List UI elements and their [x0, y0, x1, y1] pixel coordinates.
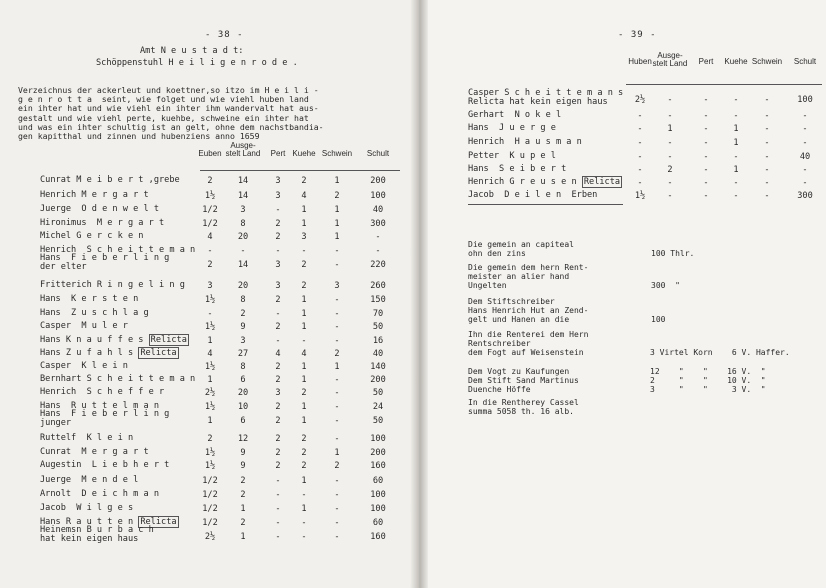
cell-pert: -: [703, 191, 709, 201]
relicta-box: Relicta: [140, 348, 177, 358]
cell-pert: 3: [275, 191, 281, 201]
cell-land: 2: [667, 165, 673, 175]
cell-pert: 2: [275, 448, 281, 458]
cell-land: 2: [240, 309, 246, 319]
row-name: Gerhart N o k e l: [468, 110, 562, 120]
cell-kuehe: 1: [301, 322, 307, 332]
payment-value: 3 Virtel Korn 6 V. Haffer.: [650, 348, 790, 357]
cell-land: 10: [237, 402, 249, 412]
cell-schult: 60: [372, 476, 384, 486]
column-header: Ausge- stelt Land: [225, 141, 261, 158]
row-name: Hans J u e r g e: [468, 123, 556, 133]
cell-schwein: -: [334, 518, 340, 528]
cell-huben: 1: [207, 375, 213, 385]
cell-land: 6: [240, 416, 246, 426]
cell-huben: 1: [207, 336, 213, 346]
cell-pert: 3: [275, 176, 281, 186]
cell-land: 9: [240, 448, 246, 458]
row-name: Hironimus M e r g a r t: [40, 218, 165, 228]
column-header: Schult: [793, 57, 817, 66]
cell-kuehe: 2: [301, 388, 307, 398]
cell-huben: -: [637, 152, 643, 162]
cell-schwein: -: [334, 504, 340, 514]
cell-pert: 3: [275, 260, 281, 270]
cell-huben: 3: [207, 281, 213, 291]
cell-schwein: 1: [334, 176, 340, 186]
column-header: Kuehe: [724, 57, 748, 66]
cell-kuehe: 1: [733, 124, 739, 134]
cell-pert: -: [275, 504, 281, 514]
cell-schult: 100: [797, 95, 813, 105]
cell-schult: 50: [372, 322, 384, 332]
cell-land: 9: [240, 322, 246, 332]
intro-line: g e n r o t t a seint, wie folget und wie viehl huben land: [18, 94, 309, 105]
row-name: Hans Z u f a h l s Relicta: [40, 348, 177, 358]
row-name: Juerge O d e n w e l t: [40, 204, 159, 214]
cell-schult: 220: [370, 260, 386, 270]
payment-value: 100 Thlr.: [651, 249, 695, 258]
cell-schult: 200: [370, 375, 386, 385]
cell-kuehe: -: [733, 111, 739, 121]
cell-pert: -: [703, 138, 709, 148]
cell-schwein: -: [764, 152, 770, 162]
cell-huben: 1/2: [202, 504, 218, 514]
cell-schult: 200: [370, 176, 386, 186]
relicta-box: Relicta: [140, 517, 177, 527]
cell-schwein: -: [764, 111, 770, 121]
cell-kuehe: 1: [733, 165, 739, 175]
cell-schult: -: [802, 165, 808, 175]
cell-land: 20: [237, 281, 249, 291]
cell-pert: -: [703, 152, 709, 162]
cell-pert: -: [703, 124, 709, 134]
row-name: Ruttelf K l e i n: [40, 433, 134, 443]
cell-schwein: -: [334, 246, 340, 256]
payment-text: Dem Vogt zu Kaufungen Dem Stift Sand Martinus Duenche Höffe: [468, 367, 579, 394]
cell-huben: -: [637, 111, 643, 121]
cell-schwein: 1: [334, 448, 340, 458]
row-name: Arnolt D e i c h m a n: [40, 489, 159, 499]
row-name: Augestin L i e b h e r t: [40, 460, 170, 470]
cell-pert: 3: [275, 281, 281, 291]
cell-schwein: -: [764, 165, 770, 175]
cell-land: -: [667, 191, 673, 201]
cell-pert: -: [275, 476, 281, 486]
cell-pert: 3: [275, 388, 281, 398]
cell-land: 1: [240, 504, 246, 514]
cell-kuehe: 1: [301, 375, 307, 385]
cell-huben: 1/2: [202, 490, 218, 500]
cell-schwein: 3: [334, 281, 340, 291]
table-rule: [468, 204, 623, 205]
cell-kuehe: 1: [301, 362, 307, 372]
column-header: Euben: [198, 149, 222, 158]
intro-line: und was ein ihter schultig ist an gelt, ohne dem nachstbandia-: [18, 121, 324, 132]
column-header: Kuehe: [292, 149, 316, 158]
right-page: [418, 0, 826, 588]
cell-schult: 24: [372, 402, 384, 412]
cell-pert: -: [275, 532, 281, 542]
cell-schult: 300: [370, 219, 386, 229]
payment-text: Die gemein dem hern Rent- meister an alier hand Ungelten: [468, 263, 589, 290]
cell-land: 3: [240, 336, 246, 346]
cell-schwein: -: [334, 375, 340, 385]
row-name: Hans F i e b e r l i n g junger: [40, 409, 170, 428]
row-name: Cunrat M e r g a r t: [40, 447, 149, 457]
cell-land: 8: [240, 362, 246, 372]
cell-schult: 70: [372, 309, 384, 319]
cell-huben: 1/2: [202, 205, 218, 215]
cell-schult: 60: [372, 518, 384, 528]
cell-kuehe: 4: [301, 191, 307, 201]
table-rule: [626, 84, 822, 85]
cell-schult: 100: [370, 490, 386, 500]
cell-kuehe: -: [733, 152, 739, 162]
cell-pert: -: [275, 490, 281, 500]
column-header: Ausge- stelt Land: [652, 51, 688, 68]
cell-schult: 40: [372, 349, 384, 359]
intro-line: gen kapitthal und zinnen und hubenziens anno 1659: [18, 131, 260, 141]
cell-pert: -: [703, 178, 709, 188]
cell-kuehe: -: [301, 518, 307, 528]
cell-huben: 1/2: [202, 518, 218, 528]
cell-land: 20: [237, 388, 249, 398]
column-header: Schwein: [751, 57, 783, 66]
cell-huben: 1½: [204, 362, 216, 372]
cell-pert: 4: [275, 349, 281, 359]
cell-schult: 150: [370, 295, 386, 305]
cell-pert: -: [703, 165, 709, 175]
row-name: Henrich S c h e f f e r: [40, 387, 165, 397]
cell-pert: 2: [275, 434, 281, 444]
cell-schult: -: [375, 232, 381, 242]
cell-schult: 100: [370, 434, 386, 444]
cell-pert: 2: [275, 402, 281, 412]
cell-schult: -: [802, 111, 808, 121]
cell-schwein: -: [334, 476, 340, 486]
row-name: Jacob D e i l e n Erben: [468, 190, 598, 200]
cell-schwein: -: [334, 402, 340, 412]
cell-huben: 2½: [204, 388, 216, 398]
cell-schult: -: [375, 246, 381, 256]
page-title: Amt N e u s t a d t:: [140, 46, 244, 56]
cell-land: 8: [240, 219, 246, 229]
cell-schwein: -: [764, 124, 770, 134]
payment-text: In die Rentherey Cassel summa 5058 th. 16 alb.: [468, 398, 579, 416]
cell-huben: 1/2: [202, 219, 218, 229]
row-name: Fritterich R i n g e l i n g: [40, 280, 185, 290]
cell-schwein: 2: [334, 191, 340, 201]
cell-huben: 2: [207, 434, 213, 444]
cell-pert: -: [275, 205, 281, 215]
cell-land: 12: [237, 434, 249, 444]
cell-schult: 50: [372, 388, 384, 398]
cell-land: 2: [240, 518, 246, 528]
cell-schwein: -: [334, 309, 340, 319]
cell-schwein: -: [334, 322, 340, 332]
intro-line: ein ihter hat und wie viehl ein ihter ihm wandervalt hat aus-: [18, 103, 319, 114]
column-header: Schult: [366, 149, 390, 158]
cell-schwein: -: [764, 191, 770, 201]
cell-pert: -: [703, 111, 709, 121]
cell-huben: 1/2: [202, 476, 218, 486]
cell-schwein: 1: [334, 219, 340, 229]
cell-schult: 140: [370, 362, 386, 372]
relicta-box: Relicta: [150, 335, 187, 345]
row-name: Hans Z u s c h l a g: [40, 308, 149, 318]
relicta-box: Relicta: [583, 177, 621, 187]
cell-kuehe: -: [301, 246, 307, 256]
cell-land: 20: [237, 232, 249, 242]
cell-schult: 300: [797, 191, 813, 201]
payment-text: dem Fogt auf Weisenstein: [468, 348, 584, 357]
cell-kuehe: 1: [301, 295, 307, 305]
cell-pert: 2: [275, 322, 281, 332]
cell-schult: -: [802, 178, 808, 188]
row-name: Hans K e r s t e n: [40, 294, 139, 304]
cell-kuehe: -: [301, 490, 307, 500]
cell-schult: 40: [372, 205, 384, 215]
cell-land: -: [240, 246, 246, 256]
cell-schwein: -: [764, 178, 770, 188]
cell-huben: 1½: [204, 322, 216, 332]
cell-pert: -: [703, 95, 709, 105]
cell-kuehe: -: [733, 191, 739, 201]
cell-land: -: [667, 95, 673, 105]
cell-pert: 2: [275, 219, 281, 229]
cell-pert: 2: [275, 362, 281, 372]
row-name: Juerge M e n d e l: [40, 475, 139, 485]
cell-land: -: [667, 152, 673, 162]
row-name: Petter K u p e l: [468, 151, 556, 161]
cell-schwein: 2: [334, 349, 340, 359]
cell-huben: 1½: [634, 191, 646, 201]
cell-land: 3: [240, 205, 246, 215]
cell-schwein: -: [334, 434, 340, 444]
row-name: Henrich G r e u s e n Relicta: [468, 177, 621, 187]
cell-schwein: 1: [334, 232, 340, 242]
cell-schwein: -: [334, 295, 340, 305]
row-name: Casper S c h e i t t e m a n s Relicta hat kein eigen haus: [468, 88, 624, 107]
cell-land: 27: [237, 349, 249, 359]
cell-huben: 1: [207, 416, 213, 426]
row-name: Hans K n a u f f e s Relicta: [40, 335, 187, 345]
row-name: Hans F i e b e r l i n g der elter: [40, 253, 170, 272]
cell-huben: 1½: [204, 295, 216, 305]
cell-schult: 200: [370, 448, 386, 458]
payment-text: Die gemein an capiteal ohn den zins: [468, 240, 574, 258]
page-subtitle: Schöppenstuhl H e i l i g e n r o d e .: [96, 58, 298, 68]
cell-pert: -: [275, 309, 281, 319]
cell-schult: -: [802, 124, 808, 134]
row-name: Hans R a u t t e n Relicta: [40, 517, 177, 527]
cell-kuehe: 2: [301, 461, 307, 471]
page-number: - 38 -: [205, 30, 244, 40]
cell-schult: 100: [370, 191, 386, 201]
cell-huben: -: [637, 165, 643, 175]
cell-kuehe: -: [733, 95, 739, 105]
cell-kuehe: -: [301, 532, 307, 542]
cell-land: 1: [667, 124, 673, 134]
cell-schult: 40: [799, 152, 811, 162]
cell-huben: 1½: [204, 448, 216, 458]
payment-text: Dem Stiftschreiber Hans Henrich Hut an Zend- gelt und Hanen an die: [468, 297, 589, 324]
cell-kuehe: -: [301, 336, 307, 346]
cell-land: 14: [237, 260, 249, 270]
row-name: Casper K l e i n: [40, 361, 128, 371]
cell-huben: -: [637, 178, 643, 188]
cell-land: 14: [237, 176, 249, 186]
column-header: Schwein: [321, 149, 353, 158]
cell-pert: 2: [275, 461, 281, 471]
cell-schwein: 1: [334, 205, 340, 215]
cell-pert: 2: [275, 416, 281, 426]
cell-huben: 4: [207, 349, 213, 359]
cell-pert: 2: [275, 295, 281, 305]
cell-huben: 1½: [204, 191, 216, 201]
cell-land: 8: [240, 295, 246, 305]
row-name: Michel G e r c k e n: [40, 231, 144, 241]
cell-pert: -: [275, 336, 281, 346]
cell-huben: -: [637, 124, 643, 134]
cell-schwein: -: [334, 532, 340, 542]
cell-schwein: -: [334, 336, 340, 346]
cell-kuehe: 2: [301, 260, 307, 270]
cell-pert: 2: [275, 232, 281, 242]
row-name: Bernhart S c h e i t t e m a n: [40, 374, 196, 384]
cell-schwein: -: [334, 388, 340, 398]
cell-kuehe: 1: [301, 476, 307, 486]
cell-kuehe: 2: [301, 448, 307, 458]
cell-pert: -: [275, 246, 281, 256]
row-name: Hans R u t t e l m a n: [40, 401, 159, 411]
cell-kuehe: 2: [301, 281, 307, 291]
cell-kuehe: 2: [301, 176, 307, 186]
cell-kuehe: 1: [301, 309, 307, 319]
book-gutter: [410, 0, 428, 588]
row-name: Casper M u l e r: [40, 321, 128, 331]
payment-value: 100: [651, 315, 666, 324]
cell-huben: -: [637, 138, 643, 148]
cell-schult: 160: [370, 532, 386, 542]
cell-schwein: -: [334, 416, 340, 426]
cell-schwein: -: [764, 138, 770, 148]
row-name: Heinemsn B u r b a c h hat kein eigen haus: [40, 525, 154, 544]
row-name: Henrich M e r g a r t: [40, 190, 149, 200]
cell-kuehe: -: [733, 178, 739, 188]
cell-land: 14: [237, 191, 249, 201]
cell-land: 2: [240, 476, 246, 486]
cell-land: -: [667, 138, 673, 148]
cell-schult: 100: [370, 504, 386, 514]
row-name: Jacob W i l g e s: [40, 503, 134, 513]
cell-schwein: -: [334, 260, 340, 270]
cell-huben: 4: [207, 232, 213, 242]
row-name: Hans S e i b e r t: [468, 164, 567, 174]
cell-huben: 2½: [204, 532, 216, 542]
payment-value: 12 " " 16 V. " 2 " " 10 V. " 3 " " 3 V. ": [650, 367, 766, 394]
cell-schwein: -: [334, 490, 340, 500]
cell-land: -: [667, 111, 673, 121]
column-header: Pert: [698, 57, 714, 66]
cell-schult: 160: [370, 461, 386, 471]
cell-kuehe: 2: [301, 434, 307, 444]
page-number: - 39 -: [618, 30, 657, 40]
cell-land: 1: [240, 532, 246, 542]
cell-huben: 2: [207, 176, 213, 186]
column-header: Pert: [270, 149, 286, 158]
cell-land: -: [667, 178, 673, 188]
cell-schwein: 1: [334, 362, 340, 372]
cell-huben: 1½: [204, 461, 216, 471]
cell-kuehe: 1: [301, 219, 307, 229]
cell-huben: -: [207, 309, 213, 319]
cell-kuehe: 1: [301, 205, 307, 215]
cell-kuehe: 1: [301, 402, 307, 412]
cell-schult: 16: [372, 336, 384, 346]
cell-schwein: -: [764, 95, 770, 105]
cell-huben: -: [207, 246, 213, 256]
table-rule: [200, 170, 400, 171]
cell-land: 6: [240, 375, 246, 385]
cell-kuehe: 4: [301, 349, 307, 359]
cell-kuehe: 1: [733, 138, 739, 148]
payment-text: Ihn die Renterei dem Hern Rentschreiber: [468, 330, 589, 348]
cell-kuehe: 3: [301, 232, 307, 242]
cell-pert: -: [275, 518, 281, 528]
cell-schult: 260: [370, 281, 386, 291]
intro-line: gestalt und wie viehl perte, kuehbe, schweine ein ihter hat: [18, 112, 309, 123]
cell-kuehe: 1: [301, 416, 307, 426]
payment-value: 300 ": [651, 281, 680, 290]
cell-schwein: 2: [334, 461, 340, 471]
cell-huben: 2½: [634, 95, 646, 105]
cell-land: 2: [240, 490, 246, 500]
column-header: Huben: [628, 57, 652, 66]
cell-land: 9: [240, 461, 246, 471]
cell-schult: 50: [372, 416, 384, 426]
cell-kuehe: 1: [301, 504, 307, 514]
row-name: Cunrat M e i b e r t ,grebe: [40, 175, 180, 185]
cell-huben: 1½: [204, 402, 216, 412]
cell-huben: 2: [207, 260, 213, 270]
intro-line: Verzeichnus der ackerleut und koettner,so itzo im H e i l i -: [18, 85, 319, 95]
cell-schult: -: [802, 138, 808, 148]
row-name: Henrich S c h e i t t e m a n: [40, 245, 196, 255]
row-name: Henrich H a u s m a n: [468, 137, 582, 147]
cell-pert: 2: [275, 375, 281, 385]
